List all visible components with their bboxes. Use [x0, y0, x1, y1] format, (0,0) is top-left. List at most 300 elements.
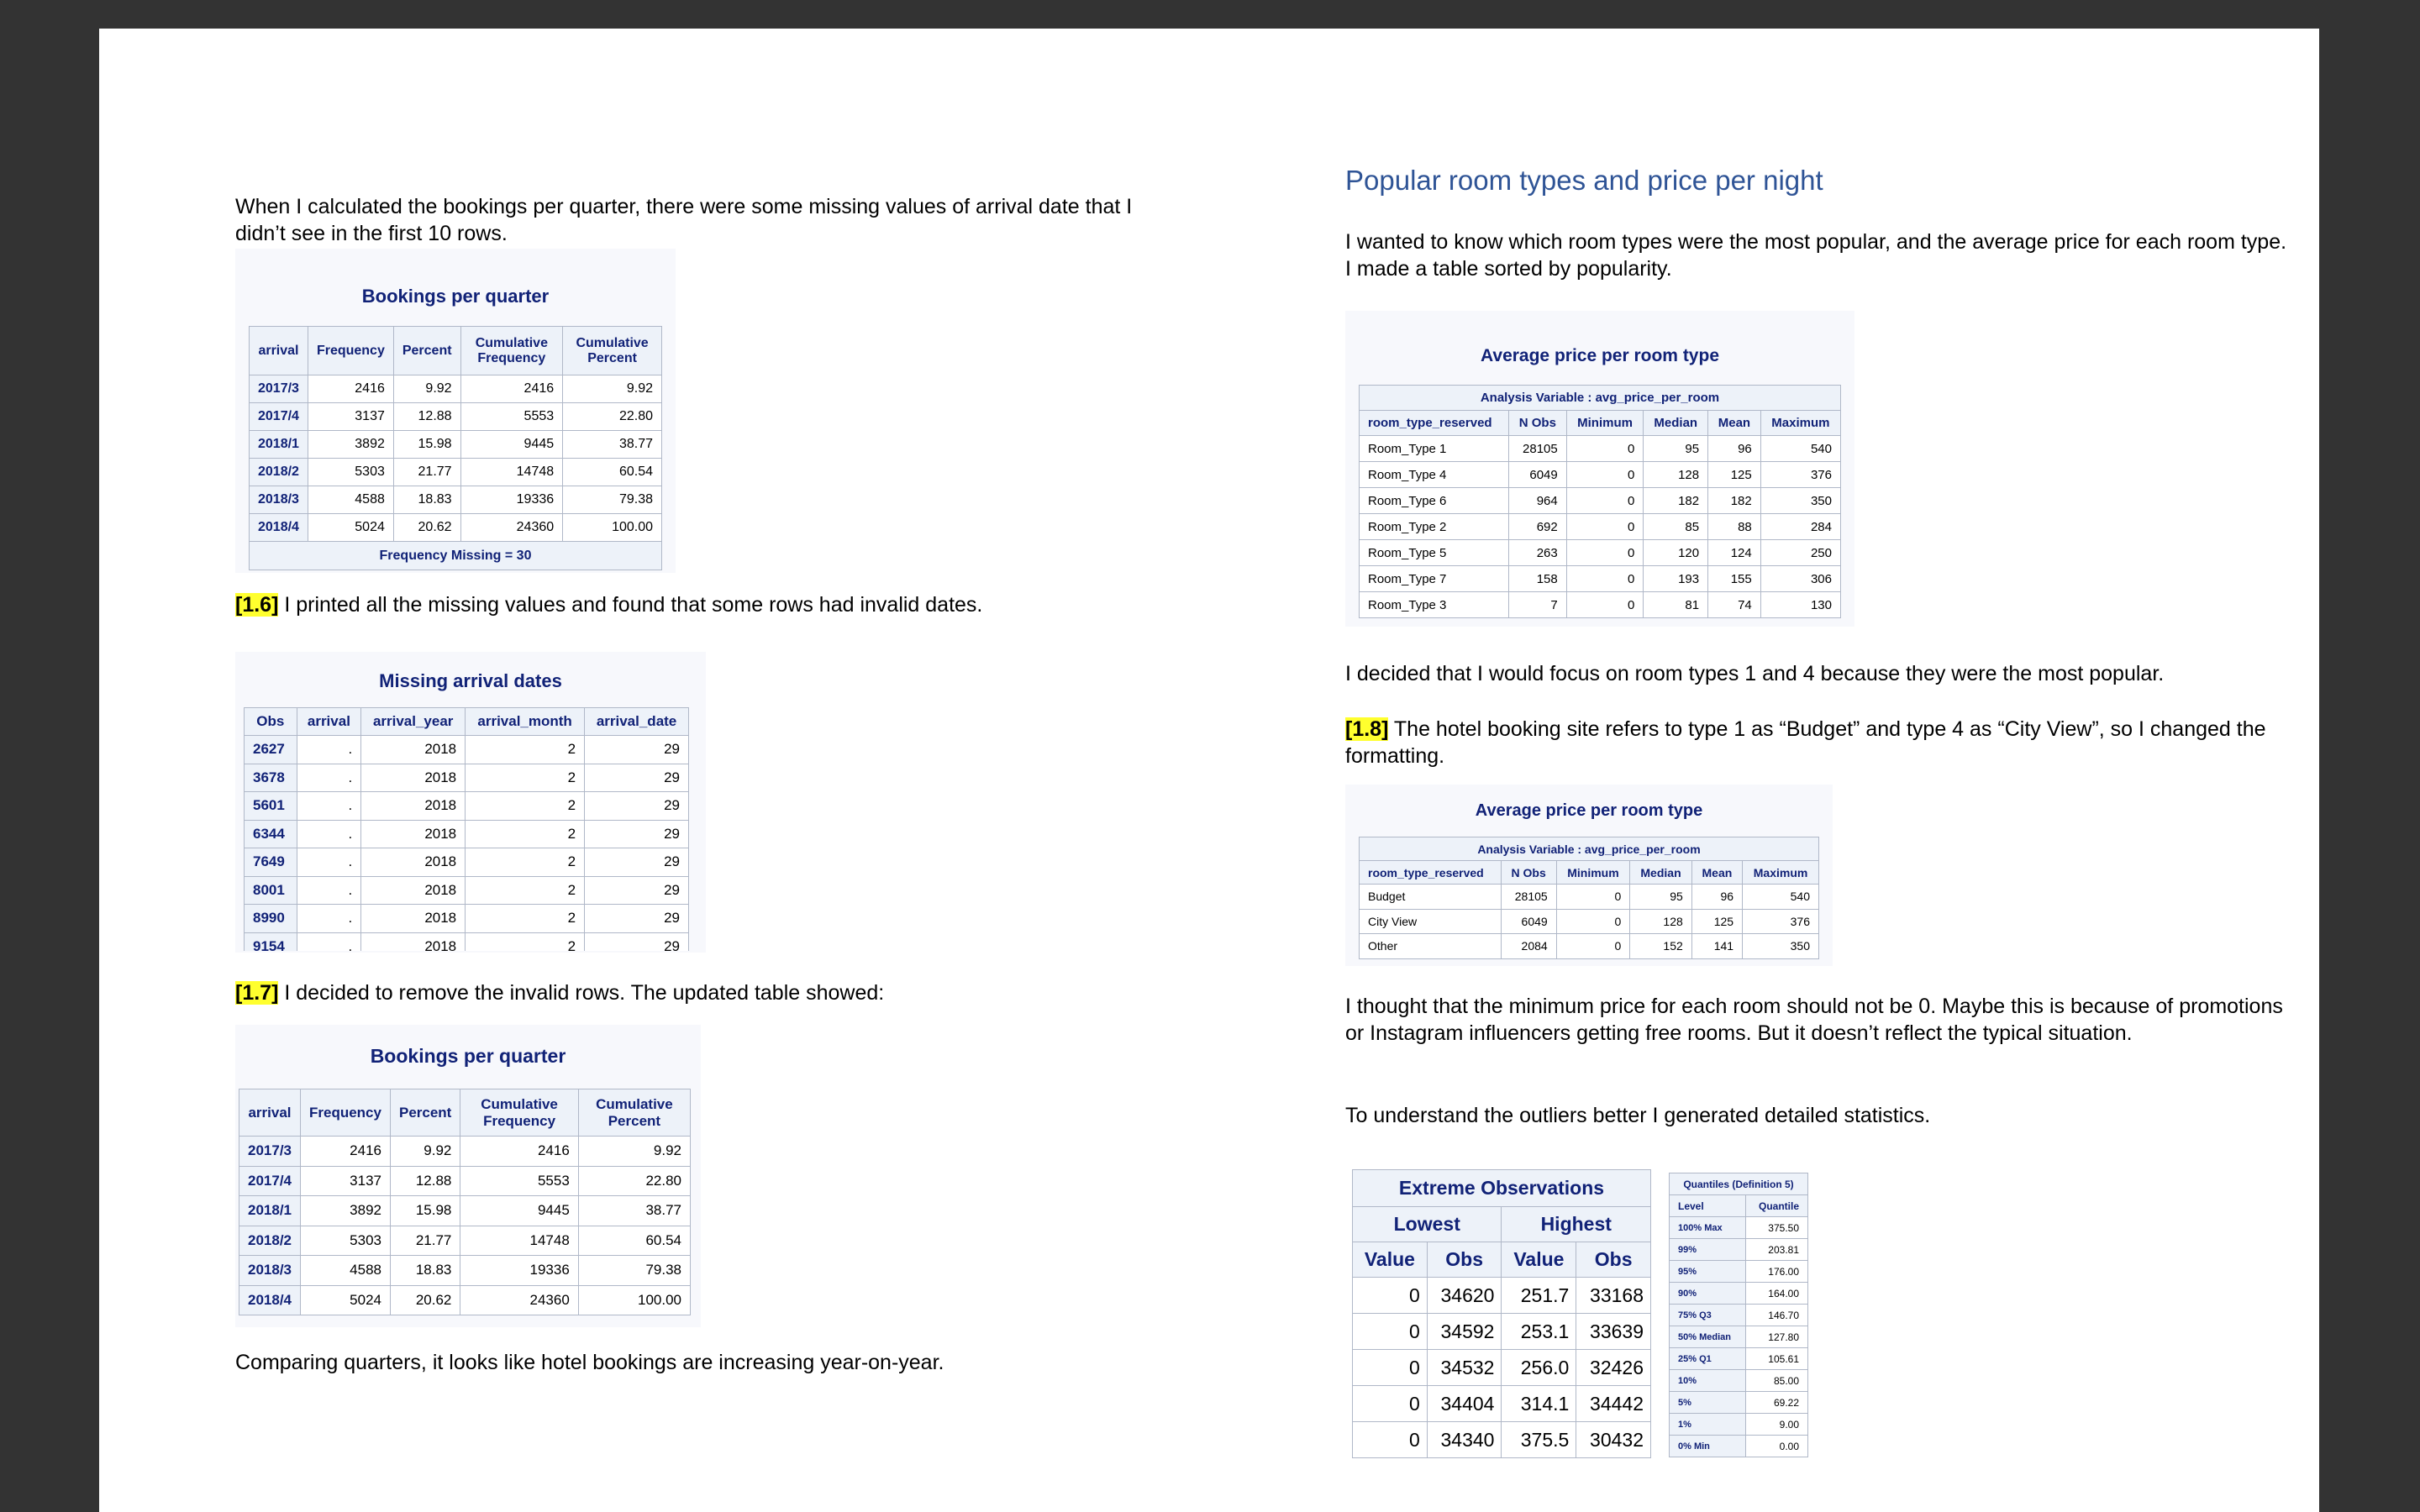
column-header: Frequency [308, 327, 393, 375]
table-cell: Budget [1360, 885, 1502, 910]
table-cell: 85 [1644, 514, 1708, 540]
table-cell: 34404 [1427, 1386, 1502, 1422]
table-cell: . [297, 905, 361, 933]
table-cell: 105.61 [1745, 1348, 1807, 1370]
table-cell: 29 [585, 792, 689, 821]
table-cell: . [297, 848, 361, 877]
extreme-observations-output [1345, 1161, 1655, 1463]
table-row [1360, 540, 1841, 566]
table-cell: 127.80 [1745, 1326, 1807, 1348]
column-header: Value [1353, 1242, 1428, 1278]
table-row [239, 1196, 691, 1226]
table-row [1360, 514, 1841, 540]
table-row [245, 848, 689, 877]
updated-bookings-per-quarter-table [239, 1089, 691, 1315]
table-title: Average price per room type [1481, 346, 1719, 365]
table-cell: 2018 [361, 848, 466, 877]
column-header: Median [1630, 861, 1692, 885]
table-row [245, 876, 689, 905]
table-cell: 28105 [1501, 885, 1556, 910]
table-cell: 85.00 [1745, 1370, 1807, 1392]
table-cell: 376 [1743, 909, 1819, 934]
table-row [245, 792, 689, 821]
table-cell: 9445 [460, 431, 563, 459]
table-cell: 152 [1630, 934, 1692, 959]
table-cell: . [297, 820, 361, 848]
updated-bookings-output [235, 1025, 701, 1327]
table-cell: 2018 [361, 905, 466, 933]
scroll-clip [235, 707, 706, 951]
table-cell: 19336 [460, 486, 563, 514]
table-row [1670, 1348, 1808, 1370]
table-cell: 964 [1508, 488, 1566, 514]
table-cell: Room_Type 4 [1360, 462, 1509, 488]
table-row [239, 1137, 691, 1167]
table-row [245, 764, 689, 792]
table-cell: 130 [1760, 592, 1840, 618]
table-cell: 125 [1708, 462, 1761, 488]
paragraph-missing-values [235, 591, 1185, 618]
table-cell: Room_Type 2 [1360, 514, 1509, 540]
table-cell: 9445 [460, 1196, 578, 1226]
table-row [1353, 1278, 1651, 1314]
table-row [239, 1285, 691, 1315]
analysis-variable-header: Analysis Variable : avg_price_per_room [1360, 386, 1841, 411]
table-row [1670, 1305, 1808, 1326]
table-cell: 2018 [361, 736, 466, 764]
table-cell: 2018 [361, 932, 466, 951]
row-header: 5601 [245, 792, 297, 821]
table-title: Bookings per quarter [361, 286, 550, 307]
table-cell: 33168 [1576, 1278, 1651, 1314]
table-cell: 18.83 [393, 486, 460, 514]
table-cell: Room_Type 5 [1360, 540, 1509, 566]
column-header: Cumulative Frequency [460, 1089, 578, 1137]
table-cell: 0 [1566, 436, 1644, 462]
table-cell: 128 [1644, 462, 1708, 488]
table-cell: 2 [466, 932, 585, 951]
note-tag-1-7: [1.7] [235, 981, 279, 1005]
column-header: Obs [245, 708, 297, 736]
table-cell: 3137 [301, 1166, 391, 1196]
table-title: Bookings per quarter [370, 1045, 566, 1067]
table-cell: 29 [585, 876, 689, 905]
table-row [1670, 1370, 1808, 1392]
table-cell: 20.62 [393, 514, 460, 542]
row-header: 2017/3 [250, 375, 308, 403]
table-cell: 18.83 [390, 1256, 460, 1286]
table-cell: 29 [585, 820, 689, 848]
avg-price-room-type-output [1345, 311, 1854, 627]
table-cell: 203.81 [1745, 1239, 1807, 1261]
table-row [239, 1166, 691, 1196]
table-cell: 2018 [361, 876, 466, 905]
column-header: arrival_year [361, 708, 466, 736]
extreme-title: Extreme Observations [1353, 1170, 1651, 1207]
table-row [250, 403, 662, 431]
table-cell: 38.77 [563, 431, 662, 459]
table-cell: 306 [1760, 566, 1840, 592]
frequency-missing-footer: Frequency Missing = 30 [250, 542, 662, 570]
table-row [250, 459, 662, 486]
table-cell: 74 [1708, 592, 1761, 618]
table-cell: 95 [1644, 436, 1708, 462]
column-header: room_type_reserved [1360, 411, 1509, 436]
table-cell: 6049 [1508, 462, 1566, 488]
table-cell: 124 [1708, 540, 1761, 566]
table-cell: 2 [466, 792, 585, 821]
column-header: Obs [1576, 1242, 1651, 1278]
paragraph-bookings-intro: When I calculated the bookings per quarter, there were some missing values of arrival date that I didn’t see in the first 10 rows. [235, 195, 1133, 245]
table-cell: 29 [585, 764, 689, 792]
note-tag-1-6: [1.6] [235, 593, 279, 617]
column-header: room_type_reserved [1360, 861, 1502, 885]
table-row [1670, 1326, 1808, 1348]
row-header: 10% [1670, 1370, 1746, 1392]
table-cell: 34532 [1427, 1350, 1502, 1386]
table-cell: 2416 [308, 375, 393, 403]
table-title: Average price per room type [1475, 801, 1703, 820]
column-header: Minimum [1566, 411, 1644, 436]
table-cell: 2 [466, 820, 585, 848]
table-cell: 12.88 [393, 403, 460, 431]
table-cell: 28105 [1508, 436, 1566, 462]
table-row [1670, 1239, 1808, 1261]
table-cell: 2018 [361, 820, 466, 848]
table-cell: 34442 [1576, 1386, 1651, 1422]
table-cell: . [297, 792, 361, 821]
table-cell: 14748 [460, 1226, 578, 1256]
table-cell: 120 [1644, 540, 1708, 566]
table-cell: 19336 [460, 1256, 578, 1286]
row-header: 3678 [245, 764, 297, 792]
table-cell: 0 [1556, 909, 1630, 934]
table-row [1360, 436, 1841, 462]
table-cell: 100.00 [578, 1285, 690, 1315]
table-row [1360, 934, 1819, 959]
table-cell: 128 [1630, 909, 1692, 934]
table-row [239, 1226, 691, 1256]
table-cell: 38.77 [578, 1196, 690, 1226]
table-cell: 14748 [460, 459, 563, 486]
table-cell: 2084 [1501, 934, 1556, 959]
table-cell: 0 [1566, 592, 1644, 618]
table-cell: 9.92 [563, 375, 662, 403]
paragraph-formatting [1345, 716, 2295, 769]
table-cell: 2018 [361, 792, 466, 821]
table-cell: 15.98 [390, 1196, 460, 1226]
table-cell: 0 [1353, 1314, 1428, 1350]
table-cell: 15.98 [393, 431, 460, 459]
table-cell: 164.00 [1745, 1283, 1807, 1305]
paragraph-room-types-intro: I wanted to know which room types were the most popular, and the average price for each room type. I made a table sorted by popularity. [1345, 230, 2287, 281]
table-cell: 692 [1508, 514, 1566, 540]
column-header: arrival [250, 327, 308, 375]
table-cell: . [297, 876, 361, 905]
table-cell: 7 [1508, 592, 1566, 618]
table-cell: 30432 [1576, 1422, 1651, 1458]
table-title: Missing arrival dates [379, 670, 562, 691]
table-row [1360, 592, 1841, 618]
table-cell: 284 [1760, 514, 1840, 540]
table-row [1360, 909, 1819, 934]
column-header: Cumulative Percent [563, 327, 662, 375]
row-header: 2018/2 [250, 459, 308, 486]
row-header: 75% Q3 [1670, 1305, 1746, 1326]
column-header: Frequency [301, 1089, 391, 1137]
row-header: 2018/4 [239, 1285, 301, 1315]
table-row [1360, 462, 1841, 488]
table-cell: 60.54 [578, 1226, 690, 1256]
row-header: 9154 [245, 932, 297, 951]
quantiles-output [1665, 1169, 1818, 1472]
table-cell: 193 [1644, 566, 1708, 592]
column-header: Quantile [1745, 1195, 1807, 1217]
table-cell: 2018 [361, 764, 466, 792]
table-cell: 2416 [460, 1137, 578, 1167]
section-heading: Popular room types and price per night [1345, 165, 1823, 196]
table-cell: 0 [1566, 514, 1644, 540]
row-header: 2018/3 [250, 486, 308, 514]
table-cell: 182 [1644, 488, 1708, 514]
table-cell: 540 [1760, 436, 1840, 462]
table-cell: 253.1 [1502, 1314, 1576, 1350]
table-cell: 29 [585, 848, 689, 877]
table-row [1670, 1283, 1808, 1305]
table-cell: 540 [1743, 885, 1819, 910]
table-cell: 5303 [301, 1226, 391, 1256]
table-cell: 0 [1566, 566, 1644, 592]
column-header: arrival [239, 1089, 301, 1137]
table-cell: 125 [1691, 909, 1742, 934]
row-header: 6344 [245, 820, 297, 848]
table-cell: 21.77 [393, 459, 460, 486]
paragraph-outliers: To understand the outliers better I generated detailed statistics. [1345, 1104, 1931, 1127]
table-cell: 96 [1691, 885, 1742, 910]
table-cell: 4588 [308, 486, 393, 514]
table-cell: 3137 [308, 403, 393, 431]
row-header: 2018/1 [239, 1196, 301, 1226]
analysis-variable-header: Analysis Variable : avg_price_per_room [1360, 837, 1819, 861]
table-row [1353, 1350, 1651, 1386]
table-cell: 34592 [1427, 1314, 1502, 1350]
table-cell: 29 [585, 736, 689, 764]
row-header: 2627 [245, 736, 297, 764]
table-cell: 0 [1353, 1350, 1428, 1386]
row-header: 50% Median [1670, 1326, 1746, 1348]
table-cell: 9.92 [578, 1137, 690, 1167]
column-header: Cumulative Frequency [460, 327, 563, 375]
table-row [1360, 488, 1841, 514]
table-row [1360, 566, 1841, 592]
table-cell: 22.80 [578, 1166, 690, 1196]
bookings-per-quarter-table [249, 326, 662, 570]
table-cell: 182 [1708, 488, 1761, 514]
row-header: 2017/3 [239, 1137, 301, 1167]
quantiles-title: Quantiles (Definition 5) [1670, 1173, 1808, 1195]
formatted-avg-price-output [1345, 785, 1833, 966]
column-header: Maximum [1760, 411, 1840, 436]
table-cell: 350 [1743, 934, 1819, 959]
table-cell: 79.38 [578, 1256, 690, 1286]
table-cell: 0 [1566, 540, 1644, 566]
table-row [1670, 1392, 1808, 1414]
table-cell: 141 [1691, 934, 1742, 959]
table-cell: Room_Type 6 [1360, 488, 1509, 514]
row-header: 25% Q1 [1670, 1348, 1746, 1370]
table-cell: 155 [1708, 566, 1761, 592]
column-header: Obs [1427, 1242, 1502, 1278]
row-header: 2018/4 [250, 514, 308, 542]
table-row [245, 932, 689, 951]
table-cell: 2 [466, 905, 585, 933]
column-header: N Obs [1501, 861, 1556, 885]
column-header: N Obs [1508, 411, 1566, 436]
row-header: 1% [1670, 1414, 1746, 1436]
table-cell: . [297, 764, 361, 792]
table-cell: 9.92 [390, 1137, 460, 1167]
column-header: Median [1644, 411, 1708, 436]
table-cell: 69.22 [1745, 1392, 1807, 1414]
table-cell: 24360 [460, 514, 563, 542]
table-row [1353, 1422, 1651, 1458]
table-cell: 176.00 [1745, 1261, 1807, 1283]
table-cell: 79.38 [563, 486, 662, 514]
table-cell: 146.70 [1745, 1305, 1807, 1326]
table-cell: 33639 [1576, 1314, 1651, 1350]
table-cell: 88 [1708, 514, 1761, 540]
column-header: arrival [297, 708, 361, 736]
table-cell: 350 [1760, 488, 1840, 514]
table-cell: 2 [466, 848, 585, 877]
table-row [1360, 885, 1819, 910]
table-cell: 6049 [1501, 909, 1556, 934]
table-row [1353, 1386, 1651, 1422]
note-tag-1-8: [1.8] [1345, 717, 1389, 741]
table-cell: 22.80 [563, 403, 662, 431]
column-header: Maximum [1743, 861, 1819, 885]
table-row [1670, 1261, 1808, 1283]
table-cell: 21.77 [390, 1226, 460, 1256]
paragraph-text: The hotel booking site refers to type 1 as “Budget” and type 4 as “City View”, so I changed the formatting. [1345, 717, 2266, 768]
column-header: arrival_month [466, 708, 585, 736]
row-header: 100% Max [1670, 1217, 1746, 1239]
table-cell: 375.50 [1745, 1217, 1807, 1239]
missing-arrival-dates-output [235, 652, 706, 953]
table-cell: 34620 [1427, 1278, 1502, 1314]
table-row [245, 820, 689, 848]
table-cell: 4588 [301, 1256, 391, 1286]
table-cell: 95 [1630, 885, 1692, 910]
row-header: 95% [1670, 1261, 1746, 1283]
row-header: 2017/4 [250, 403, 308, 431]
table-row [250, 486, 662, 514]
table-cell: 60.54 [563, 459, 662, 486]
paragraph-remove-invalid [235, 979, 1185, 1006]
formatted-avg-price-table [1359, 837, 1819, 959]
table-cell: 2 [466, 876, 585, 905]
table-cell: 376 [1760, 462, 1840, 488]
row-header: 2017/4 [239, 1166, 301, 1196]
table-cell: 2 [466, 764, 585, 792]
table-cell: Room_Type 3 [1360, 592, 1509, 618]
row-header: 2018/3 [239, 1256, 301, 1286]
table-cell: 9.00 [1745, 1414, 1807, 1436]
table-cell: 3892 [308, 431, 393, 459]
table-cell: 96 [1708, 436, 1761, 462]
table-cell: 12.88 [390, 1166, 460, 1196]
missing-arrival-dates-table [244, 707, 689, 951]
table-cell: 9.92 [393, 375, 460, 403]
table-cell: City View [1360, 909, 1502, 934]
table-cell: Other [1360, 934, 1502, 959]
row-header: 8001 [245, 876, 297, 905]
column-header: Percent [393, 327, 460, 375]
paragraph-minimum-price: I thought that the minimum price for each room should not be 0. Maybe this is because of promotions or Instagram influencers getting free rooms. But it doesn’t reflect the typical situation. [1345, 995, 2283, 1045]
column-header: Mean [1691, 861, 1742, 885]
paragraph-focus-room-types: I decided that I would focus on room types 1 and 4 because they were the most popular. [1345, 662, 2165, 685]
row-header: 99% [1670, 1239, 1746, 1261]
table-cell: 0 [1556, 885, 1630, 910]
table-row [1353, 1314, 1651, 1350]
table-cell: 34340 [1427, 1422, 1502, 1458]
row-header: 2018/1 [250, 431, 308, 459]
table-cell: 5024 [308, 514, 393, 542]
table-row [245, 736, 689, 764]
quantiles-table [1669, 1173, 1808, 1457]
table-cell: 20.62 [390, 1285, 460, 1315]
row-header: 5% [1670, 1392, 1746, 1414]
table-row [250, 431, 662, 459]
table-cell: 0 [1353, 1386, 1428, 1422]
table-cell: 251.7 [1502, 1278, 1576, 1314]
table-cell: Room_Type 1 [1360, 436, 1509, 462]
table-row [250, 375, 662, 403]
table-row [1670, 1217, 1808, 1239]
paragraph-conclusion: Comparing quarters, it looks like hotel bookings are increasing year-on-year. [235, 1351, 944, 1374]
column-header: Minimum [1556, 861, 1630, 885]
column-header: Value [1502, 1242, 1576, 1278]
table-cell: 256.0 [1502, 1350, 1576, 1386]
row-header: 7649 [245, 848, 297, 877]
table-cell: 2416 [460, 375, 563, 403]
table-cell: . [297, 736, 361, 764]
table-cell: Room_Type 7 [1360, 566, 1509, 592]
table-cell: 5553 [460, 403, 563, 431]
table-cell: 0 [1566, 488, 1644, 514]
table-row [1670, 1414, 1808, 1436]
table-row [250, 514, 662, 542]
paragraph-text: I decided to remove the invalid rows. The updated table showed: [278, 981, 885, 1005]
table-cell: 0 [1556, 934, 1630, 959]
table-cell: 5553 [460, 1166, 578, 1196]
table-cell: 29 [585, 932, 689, 951]
table-cell: 263 [1508, 540, 1566, 566]
row-header: 8990 [245, 905, 297, 933]
row-header: 0% Min [1670, 1436, 1746, 1457]
table-cell: 0 [1353, 1278, 1428, 1314]
column-header: Level [1670, 1195, 1746, 1217]
highest-header: Highest [1502, 1207, 1651, 1242]
table-cell: 5303 [308, 459, 393, 486]
table-cell: 3892 [301, 1196, 391, 1226]
lowest-header: Lowest [1353, 1207, 1502, 1242]
row-header: 90% [1670, 1283, 1746, 1305]
table-cell: 0 [1353, 1422, 1428, 1458]
table-cell: 158 [1508, 566, 1566, 592]
table-cell: 2 [466, 736, 585, 764]
table-cell: 375.5 [1502, 1422, 1576, 1458]
